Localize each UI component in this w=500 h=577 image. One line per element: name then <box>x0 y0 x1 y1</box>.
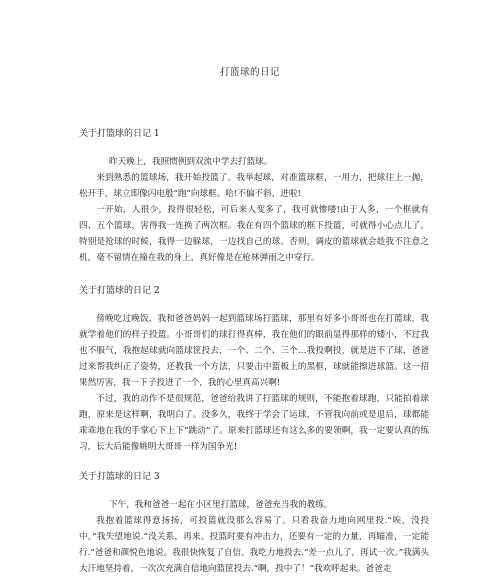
diary-section-3 <box>79 471 429 577</box>
section-heading: 关于打篮球的日记 1 <box>79 129 160 139</box>
paragraph: 下午，我和爸爸一起在小区里打篮球，爸爸充当我的教练。 <box>109 500 333 510</box>
diary-section-1 <box>79 128 429 266</box>
paragraph: 不过，我的动作不是很规范，爸爸给我讲了打篮球的规则，不能抱着球跑，只能拍着球跑，原来是这样啊，我明白了。没多久，我终于学会了运球，不管我向前或是退后，球都能乖乖地在我的手掌心下上下“跳动”了。原来打篮球还有这么多的要领啊，我一定要认真的练习，长大后能像姚明大哥哥一样为国争光! <box>79 394 429 452</box>
paragraph: 来到熟悉的篮球场，我开始投篮了。我举起球，对准篮球框，一用力，把球往上一抛，松开手，球立即像闪电般“跑”向球框。哈!不偏不斜，进啦! <box>79 173 429 199</box>
section-heading: 关于打篮球的日记 2 <box>79 286 160 296</box>
document-title: 打篮球的日记 <box>219 67 280 78</box>
paragraph: 傍晚吃过晚饭，我和爸爸妈妈一起到篮球场打篮球，那里有好多小哥哥也在打篮球，我就学着他们的样子投篮。小哥哥们的球打得真棒，我在他们的眼前显得那样的矮小，不过我也不服气，我抱起球就向篮球筐投去，一个、二个、三个…我投啊投，就是进不了球，爸爸过来帮我纠正了姿势，还教我一个方法，只要击中篮板上的黑框，球就能擦进球篮。这一招果然厉害，我一下子投进了一个，我的心里真高兴啊! <box>79 314 429 388</box>
paragraph: 我抱着篮球得意扬扬，可投篮就没那么容易了。只看我奋力地向网里投.“唉，没投中。”我失望地说.“没关系，再来。投篮时要有冲击力，还要有一定的力量，再瞄准，一定能行.”爸爸和颜悦色地说。我很快恢复了自信。我吃力地投去.“差一点儿了，再试一次。”我满头大汗地坚持着，一次次充满自信地向篮筐投去.“啊，投中了！”我欢呼起来。爸爸走 <box>79 516 429 574</box>
paragraph: 昨天晚上，我照惯例到双流中学去打篮球。 <box>109 157 273 167</box>
paragraph: 一开始，人很少，投得很轻松，可后来人变多了，我可就惨喽!由于人多，一个框就有四、五个篮球，害得我一连换了两次框。我在有四个篮球的框下投篮，可就得小心点儿了。特别是抢球的时候，我得一边躲球，一边找自己的球。否则，调皮的篮球就会趁我不注意之机，毫不留情在撞在我的身上，真好像是在枪林弹雨之中穿行。 <box>79 205 429 263</box>
diary-section-2 <box>79 285 429 455</box>
section-heading: 关于打篮球的日记 3 <box>79 472 160 482</box>
